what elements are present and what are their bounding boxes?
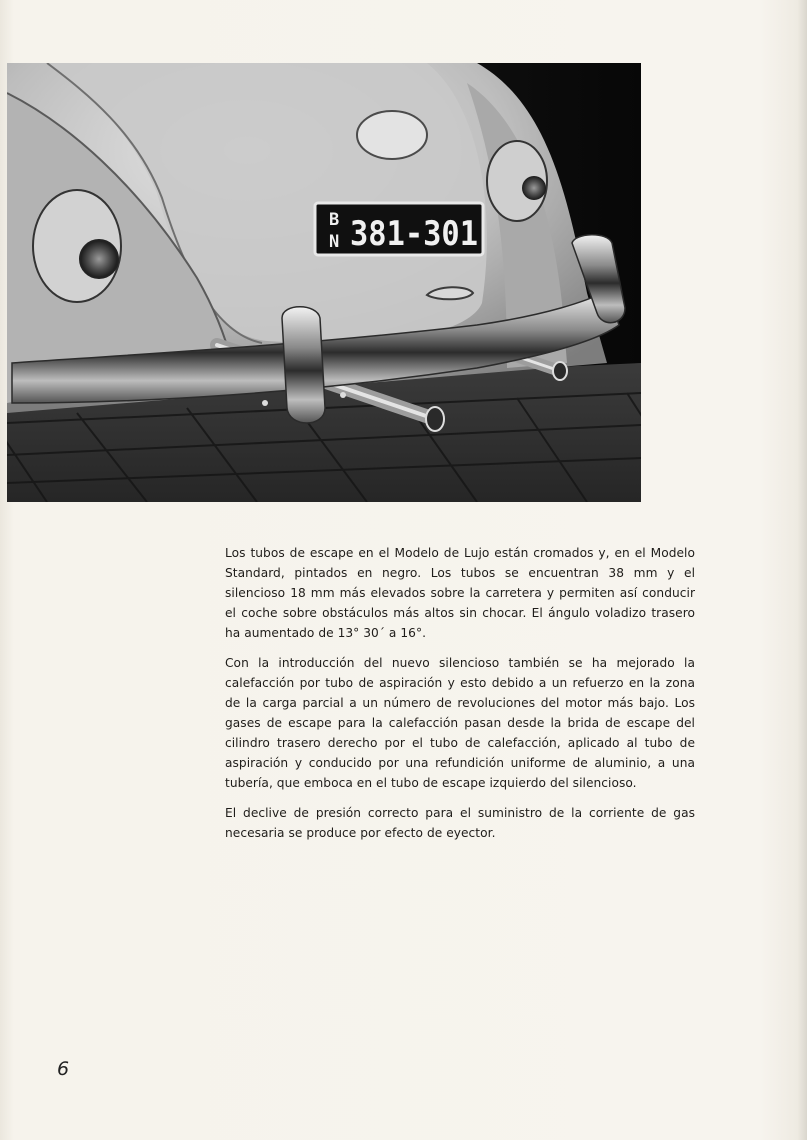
paragraph-heating: Con la introducción del nuevo silencioso también se ha mejorado la calefacción por tubo de aspiración y esto debido a un refuerzo en la zona de la carga parcial a un número de revoluciones del motor más bajo. Los gases de escape para la calefacción pasan desde la brida de escape del cilindro trasero derecho por el tubo de calefacción, aplicado al tubo de aspiración y conducido por una refundición uniforme de aluminio, a una tubería, que emboca en el tubo de escape izquierdo del silencioso. (225, 656, 695, 790)
car-rear-photo (7, 63, 641, 502)
page-number: 6 (57, 1058, 70, 1080)
body-text (225, 543, 695, 853)
page-edge-shadow (797, 0, 807, 1140)
paragraph-exhaust-pipes: Los tubos de escape en el Modelo de Lujo están cromados y, en el Modelo Standard, pintados en negro. Los tubos se encuentran 38 mm y el silencioso 18 mm más elevados sobre la carretera y permiten así conducir el coche sobre obstáculos más altos sin chocar. El ángulo voladizo trasero ha aumentado de 13° 30´ a 16°. (225, 546, 695, 640)
plate-prefix-top: B (329, 210, 340, 230)
plate-prefix-bottom: N (329, 232, 340, 252)
license-plate (315, 203, 483, 255)
paragraph-pressure: El declive de presión correcto para el suministro de la corriente de gas necesaria se produce por efecto de eyector. (225, 806, 695, 840)
plate-number: 381-301 (350, 214, 478, 254)
